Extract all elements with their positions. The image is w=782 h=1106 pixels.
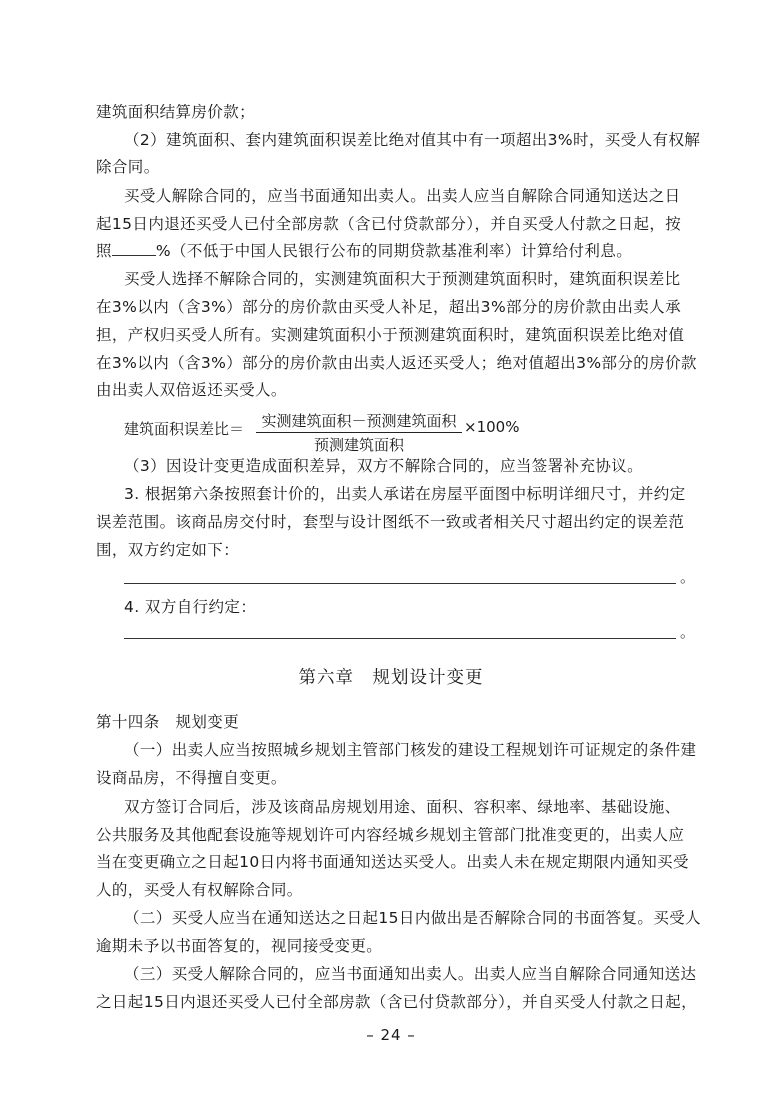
paragraph-line: 在3%以内（含3%）部分的房价款由出卖人返还买受人；绝对值超出3%部分的房价款 <box>96 354 697 372</box>
paragraph-line: 误差范围。该商品房交付时，套型与设计图纸不一致或者相关尺寸超出约定的误差范 <box>96 513 685 531</box>
formula-fraction <box>256 410 462 455</box>
paragraph-line: 3. 根据第六条按照套计价的，出卖人承诺在房屋平面图中标明详细尺寸，并约定 <box>124 485 686 503</box>
paragraph-line: 公共服务及其他配套设施等规划许可内容经城乡规划主管部门批准变更的，出卖人应 <box>96 826 685 844</box>
formula-rhs: ×100% <box>464 418 520 436</box>
paragraph-line: 之日起15日内退还买受人已付全部房款（含已付贷款部分），并自买受人付款之日起， <box>96 993 698 1011</box>
paragraph-line: 4. 双方自行约定： <box>124 598 257 616</box>
paragraph-line: （2）建筑面积、套内建筑面积误差比绝对值其中有一项超出3%时，买受人有权解 <box>124 131 701 149</box>
formula-denominator: 预测建筑面积 <box>313 436 404 454</box>
paragraph-line <box>96 241 632 261</box>
agreement-fill-line[interactable] <box>124 583 676 584</box>
paragraph-line: （3）因设计变更造成面积差异，双方不解除合同的，应当签署补充协议。 <box>124 457 644 475</box>
article-heading: 第十四条 规划变更 <box>96 713 240 731</box>
fill-line-period: 。 <box>680 568 696 586</box>
paragraph-line: （三）买受人解除合同的，应当书面通知出卖人。出卖人应当自解除合同通知送达 <box>124 965 697 983</box>
formula-numerator: 实测建筑面积－预测建筑面积 <box>256 410 462 433</box>
paragraph-line: 双方签订合同后，涉及该商品房规划用途、面积、容积率、绿地率、基础设施、 <box>124 798 681 816</box>
custom-agreement-fill-line[interactable] <box>124 638 676 639</box>
paragraph-line: 建筑面积结算房价款； <box>96 103 256 121</box>
paragraph-line: 买受人解除合同的，应当书面通知出卖人。出卖人应当自解除合同通知送达之日 <box>124 187 681 205</box>
paragraph-line: 人的，买受人有权解除合同。 <box>96 881 303 899</box>
paragraph-line: 买受人选择不解除合同的，实测建筑面积大于预测建筑面积时，建筑面积误差比 <box>124 270 681 288</box>
interest-rate-blank[interactable] <box>112 241 156 256</box>
paragraph-line: 由出卖人双倍返还买受人。 <box>96 381 287 399</box>
paragraph-line: 逾期未予以书面答复的，视同接受变更。 <box>96 937 383 955</box>
paragraph-line: （一）出卖人应当按照城乡规划主管部门核发的建设工程规划许可证规定的条件建 <box>124 741 697 759</box>
paragraph-line: 起15日内退还买受人已付全部房款（含已付贷款部分），并自买受人付款之日起，按 <box>96 215 682 233</box>
formula-lhs: 建筑面积误差比＝ <box>124 420 245 438</box>
paragraph-line: 当在变更确立之日起10日内将书面通知送达买受人。出卖人未在规定期限内通知买受 <box>96 853 689 871</box>
paragraph-line: （二）买受人应当在通知送达之日起15日内做出是否解除合同的书面答复。买受人 <box>124 909 702 927</box>
chapter-title: 第六章 规划设计变更 <box>298 668 484 688</box>
paragraph-line: 围，双方约定如下： <box>96 541 240 559</box>
line-text: %（不低于中国人民银行公布的同期贷款基准利率）计算给付利息。 <box>155 242 633 260</box>
line-text: 照 <box>96 242 112 260</box>
fill-line-period: 。 <box>680 623 696 641</box>
paragraph-line: 除合同。 <box>96 158 160 176</box>
paragraph-line: 设商品房，不得擅自变更。 <box>96 769 287 787</box>
paragraph-line: 担，产权归买受人所有。实测建筑面积小于预测建筑面积时，建筑面积误差比绝对值 <box>96 326 685 344</box>
page-number: – 24 – <box>366 1026 416 1044</box>
paragraph-line: 在3%以内（含3%）部分的房价款由买受人补足，超出3%部分的房价款由出卖人承 <box>96 298 681 316</box>
